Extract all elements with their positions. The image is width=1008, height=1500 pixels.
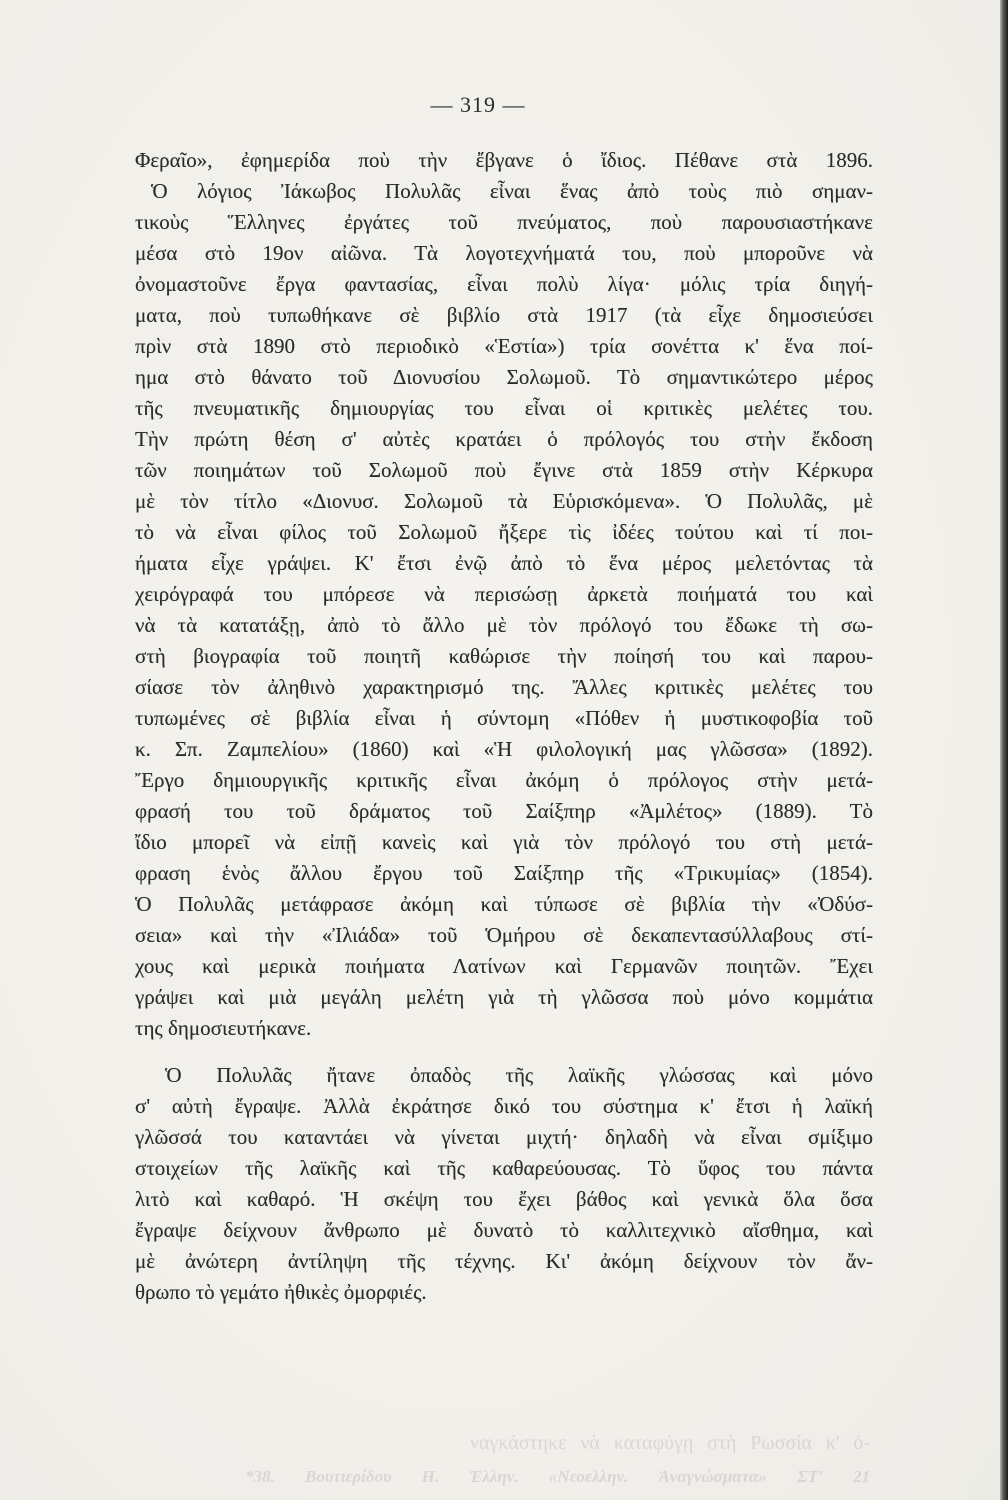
- text-line: ἔγραψε δείχνουν ἄνθρωπο μὲ δυνατὸ τὸ καλλιτεχνικὸ αἴσθημα, καὶ: [135, 1218, 873, 1242]
- text-line: Φεραῖο», ἐφημερίδα ποὺ τὴν ἔβγανε ὁ ἴδιος. Πέθανε στὰ 1896.: [135, 148, 873, 172]
- text-line: μέσα στὸ 19ον αἰῶνα. Τὰ λογοτεχνήματά του, ποὺ μποροῦνε νὰ: [135, 241, 873, 265]
- text-line: πρὶν στὰ 1890 στὸ περιοδικὸ «Ἑστία») τρία σονέττα κ' ἕνα ποί-: [135, 334, 873, 358]
- text-line: φρασή του τοῦ δράματος τοῦ Σαίξπηρ «Ἀμλέτος» (1889). Τὸ: [135, 799, 873, 823]
- text-line: γλῶσσά του καταντάει νὰ γίνεται μιχτή· δηλαδὴ νὰ εἶναι σμίξιμο: [135, 1125, 873, 1149]
- page-number: — 319 —: [430, 92, 526, 117]
- text-line: στοιχείων τῆς λαϊκῆς καὶ τῆς καθαρεύουσας. Τὸ ὕφος του πάντα: [135, 1156, 873, 1180]
- text-line: ὀνομαστοῦνε ἔργα φαντασίας, εἶναι πολὺ λίγα· μόλις τρία διηγή-: [135, 272, 873, 296]
- text-line: ημα στὸ θάνατο τοῦ Διονυσίου Σολωμοῦ. Τὸ σημαντικώτερο μέρος: [135, 365, 873, 389]
- text-line: θρωπο τὸ γεμάτο ἠθικὲς ὀμορφιές.: [135, 1280, 427, 1304]
- text-line: λιτὸ καὶ καθαρό. Ἡ σκέψη του ἔχει βάθος καὶ γενικὰ ὅλα ὅσα: [135, 1187, 873, 1211]
- text-line: στὴ βιογραφία τοῦ ποιητῆ καθώρισε τὴν ποίησή του καὶ παρου-: [135, 644, 873, 668]
- text-line: ήματα εἶχε γράψει. Κ' ἔτσι ἐνῷ ἀπὸ τὸ ἕνα μέρος μελετόντας τὰ: [135, 551, 873, 575]
- text-line: μὲ ἀνώτερη ἀντίληψη τῆς τέχνης. Κι' ἀκόμη δείχνουν τὸν ἄν-: [135, 1249, 873, 1273]
- text-line: τῆς πνευματικῆς δημιουργίας του εἶναι οἱ κριτικὲς μελέτες του.: [135, 396, 873, 420]
- text-line: φραση ἑνὸς ἄλλου ἔργου τοῦ Σαίξπηρ τῆς «Τρικυμίας» (1854).: [135, 861, 873, 885]
- text-line: τυπωμένες σὲ βιβλία εἶναι ἡ σύντομη «Πόθεν ἡ μυστικοφοβία τοῦ: [135, 706, 873, 730]
- text-line: Ὁ Πολυλᾶς μετάφρασε ἀκόμη καὶ τύπωσε σὲ βιβλία τὴν «Ὀδύσ-: [135, 892, 873, 916]
- paragraph: [135, 145, 873, 1044]
- text-line: Ἔργο δημιουργικῆς κριτικῆς εἶναι ἀκόμη ὁ πρόλογος στὴν μετά-: [135, 768, 873, 792]
- text-line: Ὁ λόγιος Ἰάκωβος Πολυλᾶς εἶναι ἕνας ἀπὸ τοὺς πιὸ σημαν-: [151, 179, 873, 203]
- text-line: κ. Σπ. Ζαμπελίου» (1860) καὶ «Ἡ φιλολογική μας γλῶσσα» (1892).: [135, 737, 873, 761]
- text-line: τικοὺς Ἕλληνες ἐργάτες τοῦ πνεύματος, ποὺ παρουσιαστήκανε: [135, 210, 873, 234]
- page-edge-shadow: [1000, 0, 1008, 1500]
- text-line: Ὁ Πολυλᾶς ἤτανε ὀπαδὸς τῆς λαϊκῆς γλώσσας καὶ μόνο: [165, 1063, 873, 1087]
- text-line: χειρόγραφά του μπόρεσε νὰ περισώσῃ ἀρκετὰ ποιήματά του καὶ: [135, 582, 873, 606]
- text-line: μὲ τὸν τίτλο «Διονυσ. Σολωμοῦ τὰ Εὑρισκόμενα». Ὁ Πολυλᾶς, μὲ: [135, 489, 873, 513]
- text-line: σ' αὐτὴ ἔγραψε. Ἀλλὰ ἐκράτησε δικό του σύστημα κ' ἔτσι ἡ λαϊκή: [135, 1094, 873, 1118]
- bleed-through-line: ναγκάστηκε νὰ καταφύγῃ στὴ Ρωσσία κ' ὁ-: [470, 1432, 870, 1454]
- text-line: της δημοσιευτήκανε.: [135, 1016, 312, 1040]
- text-line: χους καὶ μερικὰ ποιήματα Λατίνων καὶ Γερμανῶν ποιητῶν. Ἔχει: [135, 954, 873, 978]
- text-line: νὰ τὰ κατατάξῃ, ἀπὸ τὸ ἄλλο μὲ τὸν πρόλογό του ἔδωκε τὴ σω-: [135, 613, 873, 637]
- text-line: τὸ νὰ εἶναι φίλος τοῦ Σολωμοῦ ἤξερε τὶς ἰδέες τούτου καὶ τί ποι-: [135, 520, 873, 544]
- paragraph: [135, 1060, 873, 1308]
- text-line: ἴδιο μπορεῖ νὰ εἰπῇ κανεὶς καὶ γιὰ τὸν πρόλογό του στὴ μετά-: [135, 830, 873, 854]
- text-line: ματα, ποὺ τυπωθήκανε σὲ βιβλίο στὰ 1917 (τὰ εἶχε δημοσιεύσει: [135, 303, 873, 327]
- text-line: γράψει καὶ μιὰ μεγάλη μελέτη γιὰ τὴ γλῶσσα ποὺ μόνο κομμάτια: [135, 985, 873, 1009]
- bleed-through-footnote: *38. Βουτιερίδου Η. Ἑλλην. «Νεοελλην. Ἀναγνώσματα» ΣΤ' 21: [245, 1467, 870, 1486]
- text-line: σίασε τὸν ἀληθινὸ χαρακτηρισμό της. Ἄλλες κριτικὲς μελέτες του: [135, 675, 873, 699]
- text-line: σεια» καὶ τὴν «Ἰλιάδα» τοῦ Ὁμήρου σὲ δεκαπεντασύλλαβους στί-: [135, 923, 873, 947]
- text-line: τῶν ποιημάτων τοῦ Σολωμοῦ ποὺ ἔγινε στὰ 1859 στὴν Κέρκυρα: [135, 458, 873, 482]
- text-line: Τὴν πρώτη θέση σ' αὐτὲς κρατάει ὁ πρόλογός του στὴν ἔκδοση: [135, 427, 873, 451]
